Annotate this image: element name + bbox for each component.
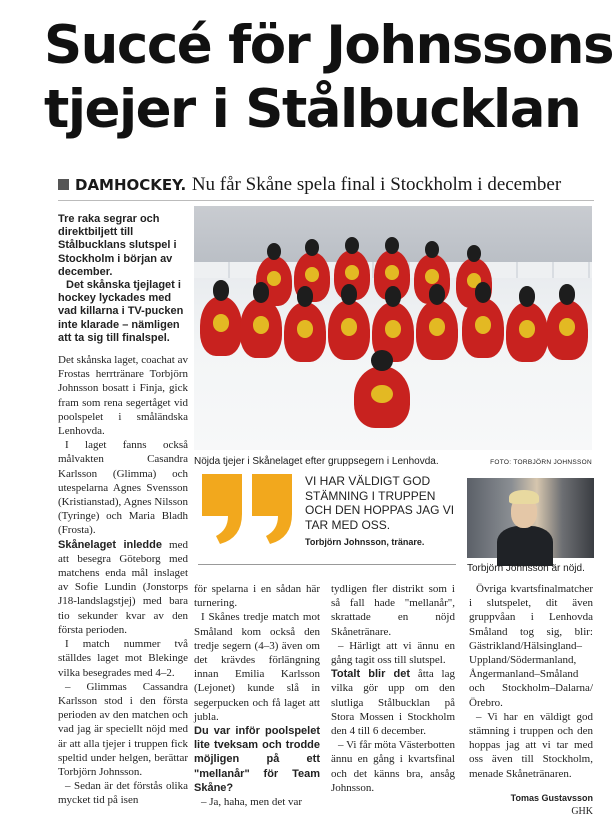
photo-caption <box>194 455 592 469</box>
deck <box>58 173 594 197</box>
lead-paragraph: Det skånska tjejlaget i hockey lyckades med vad killarna i TV-pucken inte klarade – nämligen att ta sig till finalspel. <box>58 279 184 344</box>
photo-credit: FOTO: TORBJÖRN JOHNSSON <box>490 459 592 466</box>
lead-paragraph: Tre raka segrar och direktbiljett till Stålbucklans slutspel i Stockholm i början av december. <box>58 213 177 278</box>
coach-hair <box>509 490 539 504</box>
team-photo <box>194 206 592 450</box>
body-paragraph: tydligen fler distrikt som i så fall hade "mellanår", skrattade en nöjd Skånetränare. <box>331 583 455 638</box>
body-paragraph: Det skånska laget, coachat av Frostas herrtränare Torbjörn Johnsson bosatt i Finja, gick fram som rena segertåget vid poolspelet i småländska Lenhovda. <box>58 354 188 438</box>
body-paragraph: – Ja, haha, men det var <box>201 796 303 809</box>
coach-jacket <box>497 526 553 566</box>
column-1 <box>58 213 188 808</box>
subhead: Skånelaget inledde <box>58 538 162 551</box>
lead <box>58 213 188 345</box>
player <box>546 300 588 360</box>
player <box>416 300 458 360</box>
publication-tag: GHK <box>571 806 593 818</box>
photo-caption-text: Nöjda tjejer i Skånelaget efter gruppsegern i Lenhovda. <box>194 456 439 467</box>
body-paragraph <box>58 538 188 637</box>
pull-quote-attribution: Torbjörn Johnsson, tränare. <box>305 537 425 547</box>
column-4 <box>469 582 593 819</box>
pull-quote-divider <box>198 564 456 565</box>
body-paragraph: – Härligt att vi ännu en gång tagit oss till slutspel. <box>331 639 455 667</box>
body-paragraph: – Vi får möta Västerbotten ännu en gång i kvartsfinal och det känns bra, ansåg Johnsson. <box>331 739 455 794</box>
goalie <box>354 366 410 428</box>
byline: Tomas Gustavsson <box>510 792 593 803</box>
column-3 <box>331 582 455 795</box>
body-paragraph: – Vi har en väldigt god stämning i truppen och den hoppas jag att vi tar med oss även till Stockholm, menade Skånetränaren. <box>469 710 593 780</box>
player <box>240 298 282 358</box>
subhead: Totalt blir det <box>331 668 411 681</box>
pull-quote-text: VI HAR VÄLDIGT GOD STÄMNING I TRUPPEN OCH DEN HOPPAS JAG VI TAR MED OSS. <box>305 474 455 532</box>
body-paragraph <box>331 667 455 738</box>
pull-quote <box>305 474 457 548</box>
body-paragraph: I match nummer två ställdes laget mot Blekinge vilka besegrades med 4–2. <box>58 638 188 679</box>
body-paragraph: – Glimmas Cassandra Karlsson stod i den första perioden av den matchen och vad jag är speciellt nöjd med är att alla tjejer i truppen fick speltid under helgen, berättar Torbjörn Johnsson. <box>58 680 188 778</box>
interview-question: Du var inför poolspelet lite tveksam och trodde möjligen på ett "mellanår" för Team Skåne? <box>194 725 320 794</box>
body-paragraph: – Sedan är det förstås olika mycket tid på isen <box>58 780 188 807</box>
body-text: med att besegra Göteborg med matchens enda mål inslaget av Sofie Lundin (Jonstorps J18-landslagstjej) med bara tio sekunder kvar av den första perioden. <box>58 538 188 636</box>
coach-photo <box>467 478 594 558</box>
player <box>328 300 370 360</box>
kicker-square-icon <box>58 179 69 190</box>
quote-mark-icon <box>198 474 298 546</box>
player <box>506 302 548 362</box>
player <box>462 298 504 358</box>
column-2 <box>194 582 320 809</box>
body-paragraph: Övriga kvartsfinalmatcher i slutspelet, dit även gruppvåan i Lenhovda Småland tog sig, blir: Gästrikland/Hälsingland–Uppland/Södermanland, Ångermanland–Småland och Stockholm–Dalarna/Örebro. <box>469 583 593 709</box>
deck-text: Nu får Skåne spela final i Stockholm i december <box>191 174 562 195</box>
headline-line-2: tjejer i Stålbucklan <box>44 79 581 140</box>
headline-line-1: Succé för Johnssons <box>44 15 613 76</box>
headline <box>44 14 613 142</box>
body-text: åtta lag vilka gör upp om den slutliga Stålbucklan på Stora Mossen i Stockholm den 4 till 6 december. <box>331 668 455 738</box>
player <box>200 296 242 356</box>
body-paragraph: I Skånes tredje match mot Småland kom också den tredje segern (4–3) även om det krävdes förlängning innan Emilia Karlsson (Lejonet) kunde slå in segerpucken och få laget att jubla. <box>194 611 320 723</box>
divider <box>58 200 594 201</box>
kicker: DAMHOCKEY. <box>75 176 187 194</box>
body-paragraph: för spelarna i en sådan här turnering. <box>194 583 320 610</box>
coach-photo-caption: Torbjörn Johnsson är nöjd. <box>467 563 585 574</box>
body-paragraph: I laget fanns också målvakten Casandra Karlsson (Glimma) och utespelarna Agnes Svensson (Kristianstad), Agnes Nilsson (Tyringe) och Maria Bladh (Frosta). <box>58 439 188 537</box>
player <box>284 302 326 362</box>
